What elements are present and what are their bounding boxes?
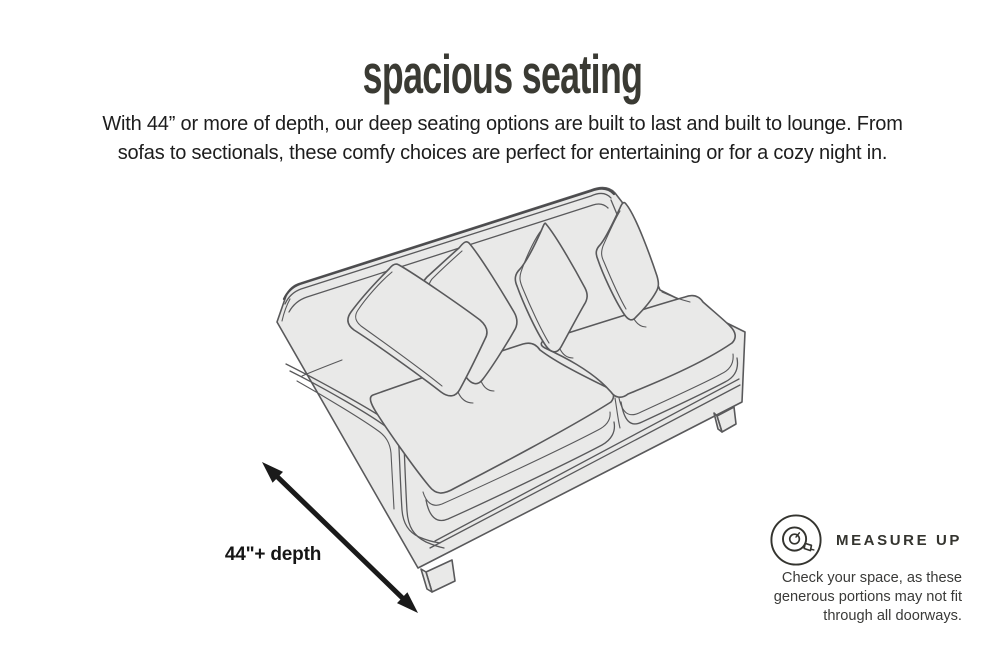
description-line-1: With 44” or more of depth, our deep seating options are built to last and built to lounge. From — [102, 113, 903, 135]
measure-up-note: Check your space, as these generous portions may not fit through all doorways. — [773, 570, 962, 624]
tape-measure-icon — [769, 513, 823, 567]
measure-up-heading: MEASURE UP — [835, 531, 962, 549]
description-line-2: sofas to sectionals, these comfy choices are perfect for entertaining or for a cozy night in. — [117, 141, 888, 164]
page-title: spacious seating — [362, 43, 643, 105]
measure-up-callout — [744, 513, 964, 626]
page-description — [0, 110, 1005, 167]
depth-dimension-label: 44"+ depth — [224, 544, 322, 565]
sofa-line-drawing — [180, 170, 790, 660]
sofa-drawing — [277, 188, 745, 592]
measure-up-header — [744, 513, 964, 567]
sofa-illustration — [180, 170, 790, 660]
